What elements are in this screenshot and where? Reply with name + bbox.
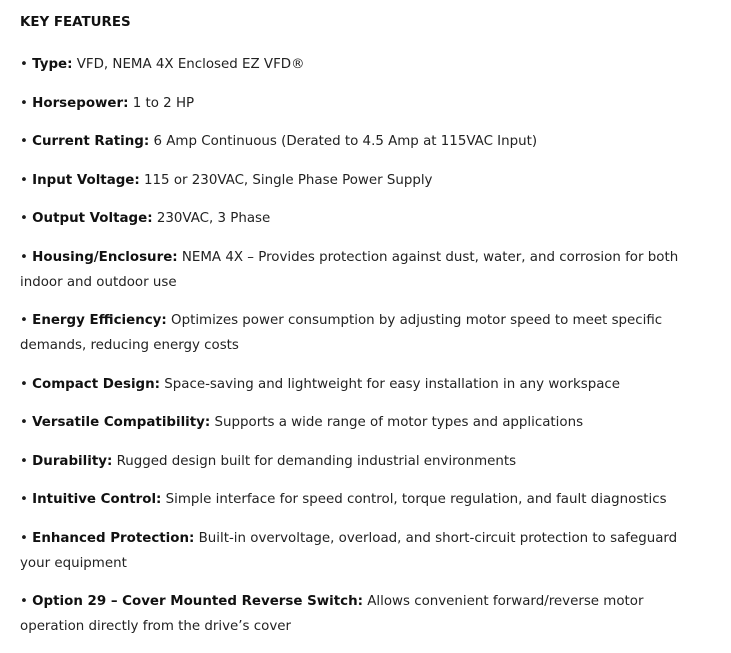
feature-item xyxy=(20,91,710,116)
feature-text: 6 Amp Continuous (Derated to 4.5 Amp at 115VAC Input) xyxy=(153,134,538,149)
feature-text: Simple interface for speed control, torque regulation, and fault diagnostics xyxy=(165,492,667,507)
bullet-icon: • xyxy=(20,530,28,546)
feature-item xyxy=(20,410,710,435)
feature-text: Space-saving and lightweight for easy installation in any workspace xyxy=(164,376,621,392)
feature-label: Enhanced Protection: xyxy=(32,530,195,546)
feature-item xyxy=(20,129,710,154)
feature-text: Supports a wide range of motor types and applications xyxy=(214,415,584,430)
bullet-icon: • xyxy=(20,134,28,149)
bullet-icon: • xyxy=(20,313,28,328)
bullet-icon: • xyxy=(20,249,28,265)
feature-label: Type: xyxy=(32,57,73,72)
feature-text: Built-in overvoltage, overload, and short-circuit protection to safeguard your equipment xyxy=(20,530,678,571)
bullet-icon: • xyxy=(20,415,28,430)
feature-item xyxy=(20,52,710,77)
bullet-icon: • xyxy=(20,594,28,609)
bullet-icon: • xyxy=(20,57,28,72)
feature-text: VFD, NEMA 4X Enclosed EZ VFD® xyxy=(76,57,305,72)
feature-text: 1 to 2 HP xyxy=(132,95,195,111)
feature-item xyxy=(20,245,710,295)
feature-item xyxy=(20,168,710,193)
feature-label: Energy Efficiency: xyxy=(32,313,167,328)
bullet-icon: • xyxy=(20,376,28,392)
feature-list xyxy=(20,52,710,639)
feature-text: Allows convenient forward/reverse motor operation directly from the drive’s cover xyxy=(20,594,644,634)
feature-label: Current Rating: xyxy=(32,134,150,149)
feature-item xyxy=(20,589,710,639)
feature-text: Rugged design built for demanding industrial environments xyxy=(116,453,517,469)
bullet-icon: • xyxy=(20,492,28,507)
feature-text: 115 or 230VAC, Single Phase Power Supply xyxy=(144,172,433,188)
bullet-icon: • xyxy=(20,95,28,111)
feature-item xyxy=(20,526,710,576)
feature-item xyxy=(20,372,710,397)
feature-label: Output Voltage: xyxy=(32,211,153,226)
key-features-section xyxy=(20,14,710,653)
feature-item xyxy=(20,308,710,358)
feature-label: Versatile Compatibility: xyxy=(32,415,211,430)
feature-text: Optimizes power consumption by adjusting motor speed to meet specific demands, reducing energy costs xyxy=(20,313,663,353)
bullet-icon: • xyxy=(20,172,28,188)
feature-text: NEMA 4X – Provides protection against dust, water, and corrosion for both indoor and outdoor use xyxy=(20,249,679,290)
feature-label: Input Voltage: xyxy=(32,172,140,188)
feature-item xyxy=(20,206,710,231)
feature-label: Horsepower: xyxy=(32,95,129,111)
feature-label: Intuitive Control: xyxy=(32,492,162,507)
bullet-icon: • xyxy=(20,211,28,226)
feature-label: Option 29 – Cover Mounted Reverse Switch: xyxy=(32,594,363,609)
feature-item xyxy=(20,487,710,512)
feature-label: Housing/Enclosure: xyxy=(32,249,178,265)
feature-label: Durability: xyxy=(32,453,113,469)
feature-item xyxy=(20,449,710,474)
feature-text: 230VAC, 3 Phase xyxy=(156,211,271,226)
bullet-icon: • xyxy=(20,453,28,469)
feature-label: Compact Design: xyxy=(32,376,161,392)
section-heading: KEY FEATURES xyxy=(20,15,131,30)
